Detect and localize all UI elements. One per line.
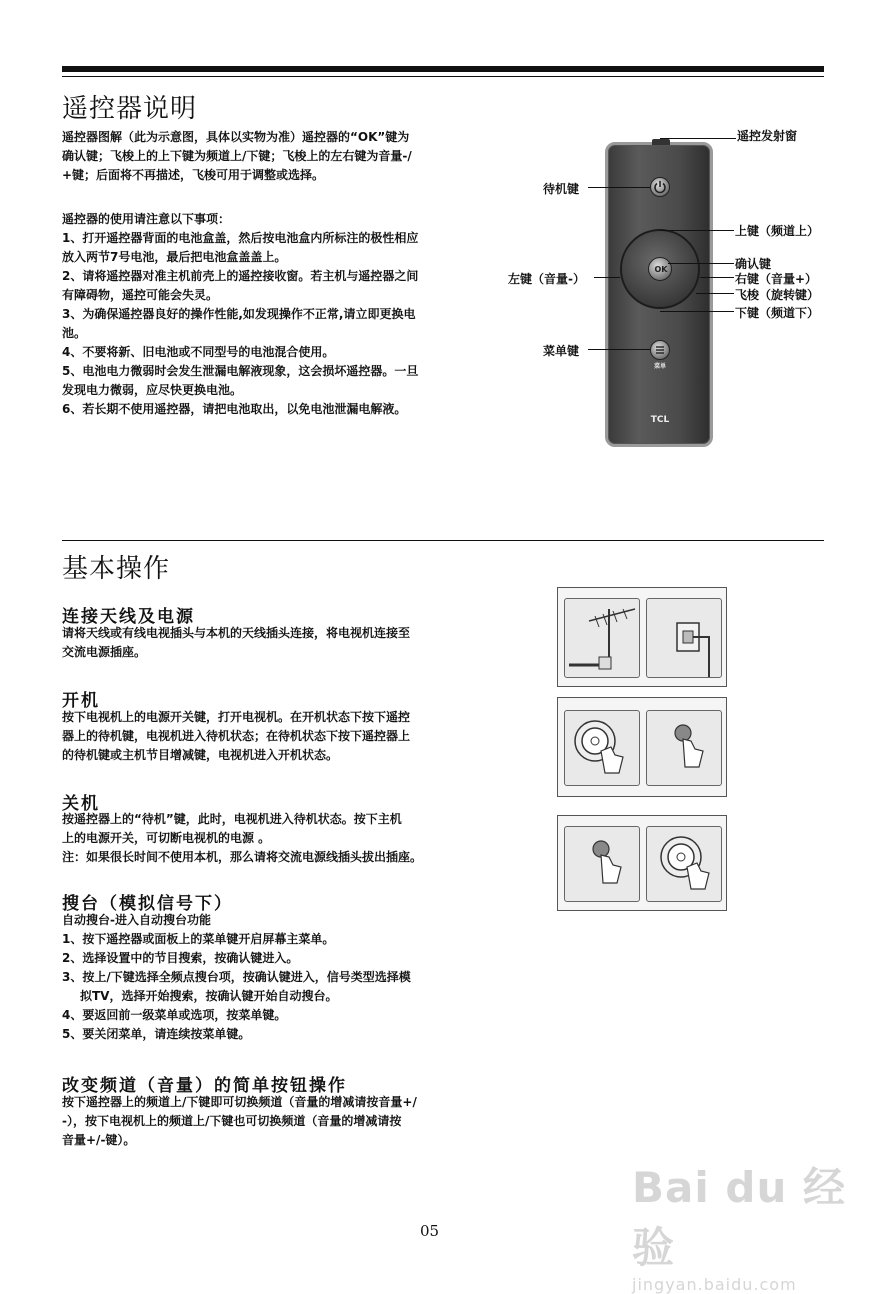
callout-ir-window: 遥控发射窗	[737, 129, 798, 143]
remote-intro	[62, 128, 502, 185]
step-line: 5、要关闭菜单，请连续按菜单键。	[62, 1027, 251, 1041]
watermark-url: jingyan.baidu.com	[632, 1275, 797, 1294]
note-line: 2、请将遥控器对准主机前壳上的遥控接收窗。若主机与遥控器之间	[62, 269, 419, 283]
leader-line	[660, 230, 734, 231]
intro-line: 确认键；飞梭上的上下键为频道上/下键；飞梭上的左右键为音量-/	[62, 149, 412, 163]
text-line: 器上的待机键，电视机进入待机状态；在待机状态下按下遥控器上	[62, 729, 411, 743]
step-line: 拟TV，选择开始搜索，按确认键开始自动搜台。	[80, 989, 338, 1003]
channel-text	[62, 1093, 502, 1150]
note-line: 6、若长期不使用遥控器，请把电池取出，以免电池泄漏电解液。	[62, 402, 407, 416]
heading-channel: 改变频道（音量）的简单按钮操作	[62, 1076, 347, 1096]
heading-power-off: 关机	[62, 794, 100, 814]
text-line: 的待机键或主机节目增减键，电视机进入开机状态。	[62, 748, 339, 762]
callout-up: 上键（频道上）	[735, 224, 820, 238]
step-line: 1、按下遥控器或面板上的菜单键开启屏幕主菜单。	[62, 932, 335, 946]
section-title-basic: 基本操作	[62, 554, 171, 584]
step-line: 2、选择设置中的节目搜索，按确认键进入。	[62, 951, 299, 965]
leader-line	[660, 138, 736, 139]
callout-down: 下键（频道下）	[735, 306, 820, 320]
ir-window	[652, 139, 670, 145]
notes-title: 遥控器的使用请注意以下事项：	[62, 212, 231, 226]
leader-line	[668, 263, 734, 264]
power-icon	[651, 178, 669, 196]
power-on-text	[62, 708, 502, 765]
watermark	[632, 1155, 886, 1294]
note-line: 池。	[62, 326, 87, 340]
note-line: 3、为确保遥控器良好的操作性能,如发现操作不正常,请立即更换电	[62, 307, 416, 321]
callout-left: 左键（音量-）	[508, 272, 585, 286]
text-line: 注：如果很长时间不使用本机，那么请将交流电源线插头拔出插座。	[62, 850, 423, 864]
remote-power-illustration	[646, 710, 722, 786]
power-button-press-icon	[565, 711, 639, 785]
standby-press-icon	[565, 827, 639, 901]
power-button-press-icon	[647, 827, 721, 901]
text-line: 上的电源开关，可切断电视机的电源 。	[62, 831, 271, 845]
panel-power-on	[557, 697, 727, 797]
remote-standby-illustration	[564, 826, 640, 902]
note-line: 放入两节7号电池，最后把电池盒盖盖上。	[62, 250, 287, 264]
ok-button	[648, 257, 672, 281]
text-line: 交流电源插座。	[62, 645, 147, 659]
tv-power-off-illustration	[646, 826, 722, 902]
section-title-remote: 遥控器说明	[62, 94, 198, 124]
text-line: 音量+/-键）。	[62, 1133, 136, 1147]
text-line: 按下遥控器上的频道上/下键即可切换频道（音量的增减请按音量+/	[62, 1095, 417, 1109]
leader-line	[696, 293, 734, 294]
text-line: -），按下电视机上的频道上/下键也可切换频道（音量的增减请按	[62, 1114, 402, 1128]
antenna-icon	[565, 599, 639, 677]
leader-line	[588, 187, 650, 188]
power-off-text	[62, 810, 512, 867]
intro-line: 遥控器图解（此为示意图，具体以实物为准）遥控器的“OK”键为	[62, 130, 410, 144]
watermark-logo: Bai du 经验	[632, 1163, 846, 1272]
standby-button	[650, 177, 670, 197]
leader-line	[660, 311, 734, 312]
step-line: 3、按上/下键选择全频点搜台项，按确认键进入，信号类型选择模	[62, 970, 411, 984]
remote-notes	[62, 210, 502, 419]
panel-power-off	[557, 815, 727, 911]
ok-label: OK	[654, 265, 668, 274]
intro-line: +键；后面将不再描述，飞梭可用于调整或选择。	[62, 168, 325, 182]
top-rule-thin	[62, 76, 824, 77]
connect-text	[62, 624, 502, 662]
search-sub: 自动搜台-进入自动搜台功能	[62, 913, 211, 927]
note-line: 1、打开遥控器背面的电池盒盖，然后按电池盒内所标注的极性相应	[62, 231, 419, 245]
heading-connect: 连接天线及电源	[62, 607, 195, 627]
panel-connect	[557, 587, 727, 687]
callout-right: 右键（音量+）	[735, 272, 818, 286]
note-line: 发现电力微弱，应尽快更换电池。	[62, 383, 243, 397]
section-divider	[62, 540, 824, 541]
search-text	[62, 911, 502, 1044]
power-outlet-icon	[647, 599, 721, 677]
menu-icon	[651, 341, 669, 359]
menu-button	[650, 340, 670, 360]
note-line: 有障碍物，遥控可能会失灵。	[62, 288, 219, 302]
heading-power-on: 开机	[62, 691, 100, 711]
antenna-illustration	[564, 598, 640, 678]
note-line: 5、电池电力微弱时会发生泄漏电解液现象，这会损坏遥控器。一旦	[62, 364, 419, 378]
text-line: 请将天线或有线电视插头与本机的天线插头连接，将电视机连接至	[62, 626, 411, 640]
callout-confirm: 确认键	[735, 257, 772, 271]
tv-power-illustration	[564, 710, 640, 786]
callout-standby: 待机键	[543, 182, 580, 196]
page-number: 05	[420, 1222, 440, 1240]
leader-line	[700, 277, 734, 278]
heading-search: 搜台（模拟信号下）	[62, 894, 233, 914]
note-line: 4、不要将新、旧电池或不同型号的电池混合使用。	[62, 345, 335, 359]
step-line: 4、要返回前一级菜单或选项，按菜单键。	[62, 1008, 287, 1022]
callout-menu: 菜单键	[543, 344, 580, 358]
text-line: 按下电视机上的电源开关键，打开电视机。在开机状态下按下遥控	[62, 710, 411, 724]
text-line: 按遥控器上的“待机”键，此时，电视机进入待机状态。按下主机	[62, 812, 402, 826]
leader-line	[588, 349, 650, 350]
menu-small-label: 菜单	[653, 363, 666, 370]
brand-logo: TCL	[650, 415, 670, 425]
top-rule	[62, 66, 824, 72]
callout-shuttle: 飞梭（旋转键）	[735, 288, 820, 302]
standby-press-icon	[647, 711, 721, 785]
leader-line	[594, 277, 620, 278]
outlet-illustration	[646, 598, 722, 678]
